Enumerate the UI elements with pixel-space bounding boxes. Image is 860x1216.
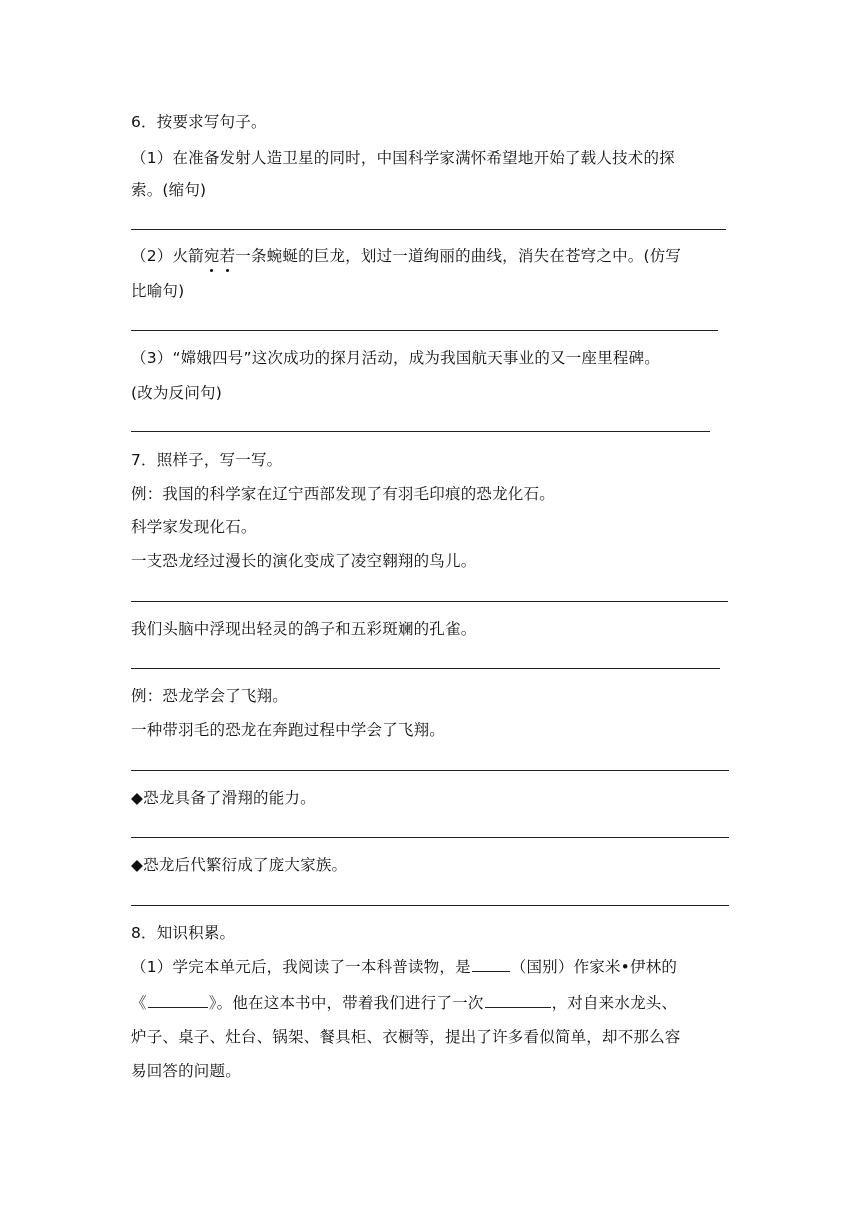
answer-line-7-3[interactable] (131, 770, 729, 771)
q7-example1-answer: 科学家发现化石。 (131, 518, 257, 536)
answer-line-6-3[interactable] (131, 431, 710, 432)
q6-title: 6．按要求写句子。 (131, 113, 267, 131)
answer-line-6-2[interactable] (131, 330, 718, 331)
q8-l2-b: 》。他在这本书中，带着我们进行了一次 (208, 994, 484, 1012)
q8-title: 8．知识积累。 (131, 924, 236, 942)
q7-example2: 例：恐龙学会了飞翔。 (131, 687, 289, 705)
q7-item4: ◆恐龙后代繁衍成了庞大家族。 (131, 856, 348, 874)
fill-blank-country[interactable] (472, 957, 510, 972)
q7-item3: ◆恐龙具备了滑翔的能力。 (131, 789, 316, 807)
q7-example2-answer: 一种带羽毛的恐龙在奔跑过程中学会了飞翔。 (131, 721, 446, 739)
q6-s2-part-a: （2）火箭 (131, 247, 204, 265)
q8-l2-c: ，对自来水龙头、 (551, 994, 678, 1012)
answer-line-7-1[interactable] (131, 601, 728, 602)
q7-item2: 我们头脑中浮现出轻灵的鸽子和五彩斑斓的孔雀。 (131, 620, 477, 638)
q6-s2-dotted-char-2: 若 (219, 247, 236, 265)
q7-title: 7．照样子，写一写。 (131, 451, 283, 469)
q7-item1: 一支恐龙经过漫长的演化变成了凌空翱翔的鸟儿。 (131, 552, 477, 570)
answer-line-7-4[interactable] (131, 837, 729, 838)
q8-line2 (131, 993, 677, 1013)
q6-s2-line1 (131, 246, 681, 266)
q6-s1-line1: （1）在准备发射人造卫星的同时，中国科学家满怀希望地开始了载人技术的探 (131, 149, 675, 167)
answer-line-6-1[interactable] (131, 229, 726, 230)
q8-line3: 炉子、桌子、灶台、锅架、餐具柜、衣橱等，提出了许多看似简单，却不那么容 (131, 1028, 681, 1046)
q8-l1-a: （1）学完本单元后，我阅读了一本科普读物，是 (131, 958, 471, 976)
q8-l2-a: 《 (131, 994, 147, 1012)
answer-line-7-5[interactable] (131, 905, 729, 906)
fill-blank-book-title[interactable] (148, 993, 208, 1008)
q6-s2-part-b: 一条蜿蜒的巨龙，划过一道绚丽的曲线，消失在苍穹之中。(仿写 (235, 247, 682, 265)
fill-blank-journey[interactable] (485, 993, 551, 1008)
q6-s2-line2: 比喻句) (131, 282, 185, 300)
q6-s1-line2: 索。(缩句) (131, 181, 207, 199)
q6-s3-line2: (改为反问句) (131, 384, 222, 402)
q8-line1 (131, 957, 677, 977)
answer-line-7-2[interactable] (131, 668, 720, 669)
q6-s2-dotted-char-1: 宛 (203, 247, 220, 265)
q8-l1-b: （国别）作家米•伊林的 (510, 958, 678, 976)
q7-example1: 例：我国的科学家在辽宁西部发现了有羽毛印痕的恐龙化石。 (131, 485, 555, 503)
q6-s3-line1: （3）“嫦娥四号”这次成功的探月活动，成为我国航天事业的又一座里程碑。 (131, 349, 660, 367)
q8-line4: 易回答的问题。 (131, 1062, 241, 1080)
